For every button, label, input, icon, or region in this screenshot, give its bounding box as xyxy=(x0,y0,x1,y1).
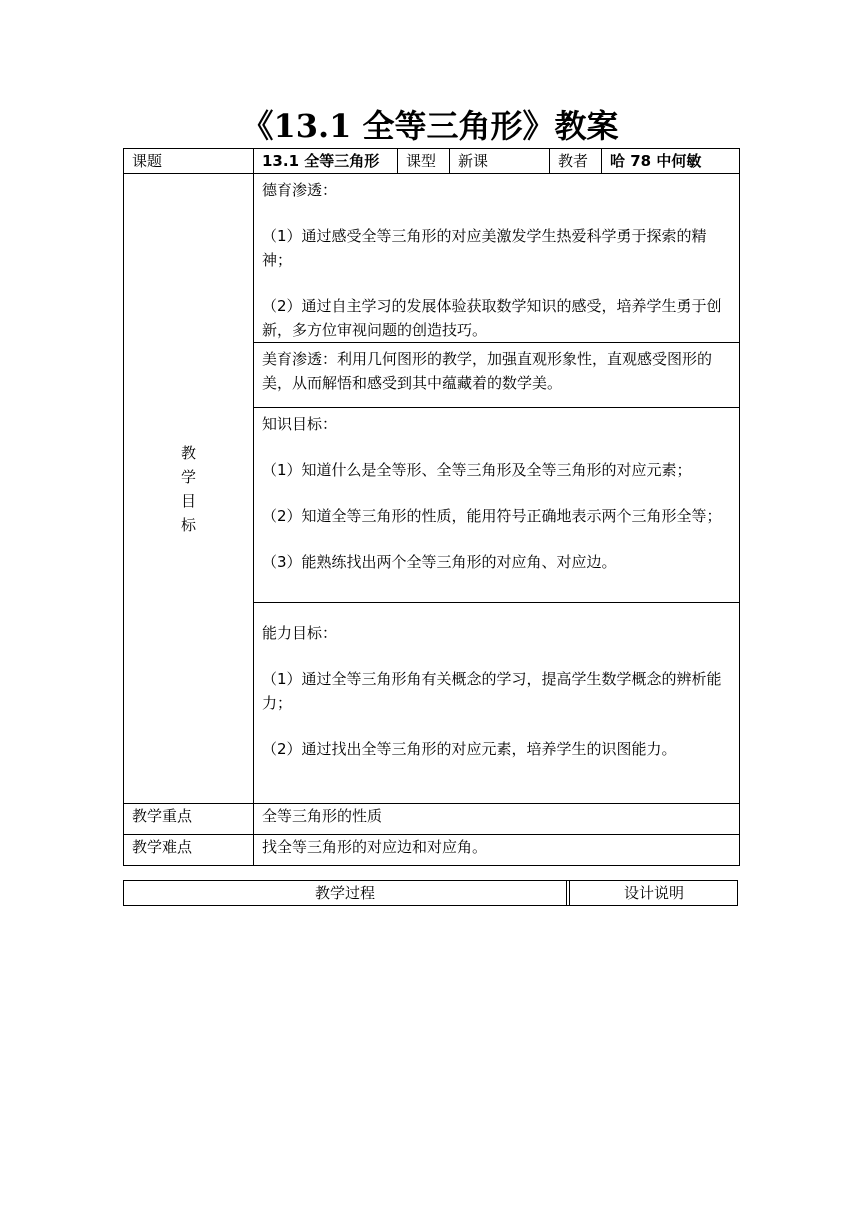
side-char: 标 xyxy=(180,515,196,534)
aesthetic-goals-cell xyxy=(254,343,740,408)
moral-goals-row xyxy=(124,174,740,343)
difficulty-value: 找全等三角形的对应边和对应角。 xyxy=(254,835,740,866)
moral-goals-cell xyxy=(254,174,740,343)
knowledge-goals-cell xyxy=(254,408,740,603)
teacher-label: 教者 xyxy=(550,149,602,174)
knowledge-item: （1）知道什么是全等形、全等三角形及全等三角形的对应元素； xyxy=(262,461,692,479)
difficulty-row xyxy=(124,835,740,866)
teaching-process-label: 教学过程 xyxy=(124,881,567,905)
moral-item: （1）通过感受全等三角形的对应美激发学生热爱科学勇于探索的精神； xyxy=(262,227,707,269)
side-char: 学 xyxy=(180,467,196,486)
side-char: 目 xyxy=(180,491,196,510)
side-char: 教 xyxy=(180,443,196,462)
ability-heading: 能力目标： xyxy=(262,624,338,642)
aesthetic-text: 美育渗透：利用几何图形的教学，加强直观形象性，直观感受图形的美，从而解悟和感受到其中蕴藏着的数学美。 xyxy=(262,350,713,392)
design-notes-label: 设计说明 xyxy=(569,881,738,905)
type-label: 课型 xyxy=(398,149,450,174)
knowledge-item: （2）知道全等三角形的性质，能用符号正确地表示两个三角形全等； xyxy=(262,507,722,525)
key-point-row xyxy=(124,804,740,835)
key-point-label: 教学重点 xyxy=(124,804,254,835)
knowledge-heading: 知识目标： xyxy=(262,415,338,433)
moral-heading: 德育渗透： xyxy=(262,181,338,199)
ability-item: （2）通过找出全等三角形的对应元素，培养学生的识图能力。 xyxy=(262,740,677,758)
process-header-row xyxy=(123,880,738,906)
ability-item: （1）通过全等三角形角有关概念的学习，提高学生数学概念的辨析能力； xyxy=(262,670,722,712)
document-title: 《13.1 全等三角形》教案 xyxy=(241,107,619,145)
knowledge-item: （3）能熟练找出两个全等三角形的对应角、对应边。 xyxy=(262,553,617,571)
moral-item: （2）通过自主学习的发展体验获取数学知识的感受，培养学生勇于创新，多方位审视问题的创造技巧。 xyxy=(262,297,722,339)
ability-goals-cell xyxy=(254,603,740,804)
topic-label: 课题 xyxy=(124,149,254,174)
difficulty-label: 教学难点 xyxy=(124,835,254,866)
lesson-plan-table xyxy=(123,148,740,866)
teaching-goals-label xyxy=(124,174,254,804)
topic-value: 13.1 全等三角形 xyxy=(254,149,398,174)
key-point-value: 全等三角形的性质 xyxy=(254,804,740,835)
header-row xyxy=(124,149,740,174)
type-value: 新课 xyxy=(450,149,550,174)
teacher-value: 哈 78 中何敏 xyxy=(602,149,740,174)
